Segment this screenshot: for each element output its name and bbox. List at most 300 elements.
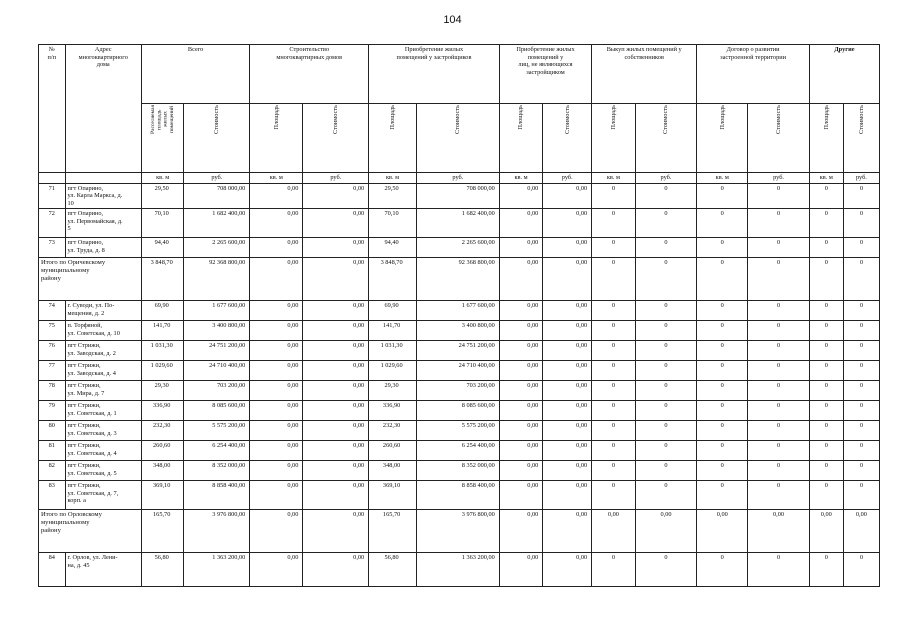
area-cell: 0,00 [499, 238, 543, 258]
cost-cell: 0 [748, 321, 810, 341]
cost-cell: 1 363 200,00 [184, 553, 250, 587]
address-cell: пгт Стрижи, ул. Советская, д. 5 [65, 461, 141, 481]
table-row [39, 321, 880, 341]
total-row [39, 510, 880, 553]
table-row [39, 461, 880, 481]
cost-cell: 0 [748, 381, 810, 401]
area-cell: 0,00 [499, 341, 543, 361]
cost-cell: 0 [748, 481, 810, 510]
cost-cell: 0,00 [303, 553, 369, 587]
cost-cell: 0,00 [303, 258, 369, 301]
unit-area: кв. м [697, 173, 748, 184]
subheader-cost: Стоимость [303, 104, 369, 173]
area-cell: 0 [592, 421, 636, 441]
area-cell: 141,70 [141, 321, 183, 341]
area-cell: 0 [809, 381, 843, 401]
area-cell: 56,80 [141, 553, 183, 587]
area-cell: 29,30 [141, 381, 183, 401]
area-cell: 0,00 [809, 510, 843, 553]
cost-cell: 0 [635, 209, 697, 238]
area-cell: 0 [809, 321, 843, 341]
cost-cell: 0 [843, 381, 879, 401]
area-cell: 348,00 [141, 461, 183, 481]
area-cell: 0 [697, 301, 748, 321]
area-cell: 0,00 [499, 441, 543, 461]
area-cell: 56,80 [369, 553, 417, 587]
table-row [39, 341, 880, 361]
table-row [39, 209, 880, 238]
cost-cell: 3 400 800,00 [416, 321, 499, 341]
subheader-area: Площадь [499, 104, 543, 173]
cost-cell: 0,00 [543, 381, 592, 401]
address-cell: пгт Стрижи, ул. Советская, д. 4 [65, 441, 141, 461]
area-cell: 0,00 [250, 510, 303, 553]
cost-cell: 0 [635, 381, 697, 401]
address-cell: п. Торфяной, ул. Советская, д. 10 [65, 321, 141, 341]
area-cell: 0 [592, 553, 636, 587]
cost-cell: 703 200,00 [416, 381, 499, 401]
cost-cell: 0 [635, 421, 697, 441]
cost-cell: 0 [635, 321, 697, 341]
area-cell: 0 [809, 401, 843, 421]
col-address-header: Адрес многоквартирного дома [65, 45, 141, 173]
area-cell: 0,00 [592, 510, 636, 553]
area-cell: 0 [809, 341, 843, 361]
cost-cell: 2 265 600,00 [184, 238, 250, 258]
cost-cell: 0 [635, 401, 697, 421]
cost-cell: 0,00 [543, 401, 592, 421]
address-cell: пгт Стрижи, ул. Советская, д. 7, корп. а [65, 481, 141, 510]
table-row [39, 401, 880, 421]
cost-cell: 0 [635, 461, 697, 481]
table-row [39, 301, 880, 321]
area-cell: 0,00 [250, 401, 303, 421]
cost-cell: 8 352 000,00 [184, 461, 250, 481]
area-cell: 0,00 [250, 381, 303, 401]
area-cell: 0,00 [499, 510, 543, 553]
subheader-cost: Стоимость [635, 104, 697, 173]
area-cell: 0 [592, 401, 636, 421]
cost-cell: 0,00 [543, 209, 592, 238]
unit-cost: руб. [303, 173, 369, 184]
cost-cell: 708 000,00 [416, 183, 499, 209]
area-cell: 0 [697, 258, 748, 301]
area-cell: 0 [809, 421, 843, 441]
cost-cell: 0 [748, 183, 810, 209]
area-cell: 1 031,30 [369, 341, 417, 361]
cost-cell: 0 [748, 553, 810, 587]
row-number: 73 [39, 238, 66, 258]
area-cell: 0,00 [697, 510, 748, 553]
area-cell: 0,00 [499, 361, 543, 381]
area-cell: 165,70 [369, 510, 417, 553]
table-row [39, 441, 880, 461]
cost-cell: 0 [843, 441, 879, 461]
cost-cell: 0,00 [543, 421, 592, 441]
address-cell: пгт Опарино, ул. Карла Маркса, д. 10 [65, 183, 141, 209]
cost-cell: 0 [748, 341, 810, 361]
row-number: 80 [39, 421, 66, 441]
page-number: 104 [443, 14, 462, 26]
unit-area: кв. м [809, 173, 843, 184]
area-cell: 0,00 [250, 361, 303, 381]
cost-cell: 1 682 400,00 [184, 209, 250, 238]
area-cell: 0,00 [250, 481, 303, 510]
cost-cell: 0 [748, 361, 810, 381]
table-row [39, 238, 880, 258]
area-cell: 0 [809, 183, 843, 209]
cost-cell: 0,00 [543, 238, 592, 258]
area-cell: 0 [592, 321, 636, 341]
unit-area: кв. м [369, 173, 417, 184]
cost-cell: 0,00 [543, 301, 592, 321]
area-cell: 0,00 [499, 421, 543, 441]
cost-cell: 3 976 800,00 [416, 510, 499, 553]
area-cell: 0 [592, 258, 636, 301]
cost-cell: 0 [843, 258, 879, 301]
subheader-area: Площадь [369, 104, 417, 173]
area-cell: 0 [592, 461, 636, 481]
cost-cell: 0,00 [635, 510, 697, 553]
area-cell: 3 848,70 [141, 258, 183, 301]
cost-cell: 0 [635, 183, 697, 209]
address-cell: г. Суводи, ул. По- мещения, д. 2 [65, 301, 141, 321]
row-number: 81 [39, 441, 66, 461]
cost-cell: 1 682 400,00 [416, 209, 499, 238]
cost-cell: 6 254 400,00 [184, 441, 250, 461]
area-cell: 348,00 [369, 461, 417, 481]
cost-cell: 0,00 [543, 341, 592, 361]
row-number: 84 [39, 553, 66, 587]
area-cell: 0 [809, 301, 843, 321]
area-cell: 1 029,60 [369, 361, 417, 381]
row-number: 82 [39, 461, 66, 481]
group-developer-purchase-header: Приобретение жилых помещений у застройщиков [369, 45, 500, 104]
area-cell: 0 [592, 361, 636, 381]
cost-cell: 0,00 [303, 321, 369, 341]
cost-cell: 0 [635, 361, 697, 381]
subheader-cost: Стоимость [843, 104, 879, 173]
subheader-label: Расселяемая площадь жилых помещений [150, 105, 176, 135]
cost-cell: 0 [635, 441, 697, 461]
cost-cell: 5 575 200,00 [416, 421, 499, 441]
area-cell: 0,00 [499, 481, 543, 510]
cost-cell: 0 [843, 321, 879, 341]
cost-cell: 24 751 200,00 [416, 341, 499, 361]
cost-cell: 0,00 [303, 301, 369, 321]
cost-cell: 0 [748, 421, 810, 441]
area-cell: 0 [697, 553, 748, 587]
area-cell: 0 [697, 461, 748, 481]
cost-cell: 0,00 [843, 510, 879, 553]
area-cell: 0 [592, 183, 636, 209]
cost-cell: 0,00 [543, 510, 592, 553]
address-cell: пгт Стрижи, ул. Советская, д. 1 [65, 401, 141, 421]
cost-cell: 0 [748, 238, 810, 258]
cost-cell: 8 352 000,00 [416, 461, 499, 481]
address-cell: пгт Стрижи, ул. Заводская, д. 4 [65, 361, 141, 381]
total-row [39, 258, 880, 301]
area-cell: 94,40 [141, 238, 183, 258]
cost-cell: 0,00 [303, 401, 369, 421]
address-cell: г. Орлов, ул. Лени- на, д. 45 [65, 553, 141, 587]
cost-cell: 8 085 600,00 [184, 401, 250, 421]
cost-cell: 0,00 [303, 209, 369, 238]
row-number: 71 [39, 183, 66, 209]
cost-cell: 0,00 [543, 321, 592, 341]
cost-cell: 0,00 [543, 183, 592, 209]
cost-cell: 0 [843, 301, 879, 321]
subheader-area: Площадь [809, 104, 843, 173]
unit-area: кв. м [141, 173, 183, 184]
subheader-cost: Стоимость [543, 104, 592, 173]
area-cell: 369,10 [369, 481, 417, 510]
area-cell: 1 029,60 [141, 361, 183, 381]
address-cell: пгт Опарино, ул. Труда, д. 8 [65, 238, 141, 258]
area-cell: 165,70 [141, 510, 183, 553]
area-cell: 0,00 [250, 461, 303, 481]
cost-cell: 0,00 [303, 381, 369, 401]
area-cell: 0,00 [499, 461, 543, 481]
address-cell: пгт Стрижи, ул. Советская, д. 3 [65, 421, 141, 441]
cost-cell: 0 [748, 301, 810, 321]
area-cell: 0 [592, 301, 636, 321]
table-row [39, 381, 880, 401]
subheader-cost: Стоимость [184, 104, 250, 173]
cost-cell: 0,00 [303, 183, 369, 209]
area-cell: 0 [592, 481, 636, 510]
area-cell: 0,00 [250, 258, 303, 301]
area-cell: 0 [809, 361, 843, 381]
cost-cell: 0 [635, 481, 697, 510]
area-cell: 69,90 [141, 301, 183, 321]
area-cell: 0,00 [250, 553, 303, 587]
area-cell: 232,30 [369, 421, 417, 441]
cost-cell: 0 [843, 209, 879, 238]
area-cell: 0,00 [250, 441, 303, 461]
cost-cell: 24 710 400,00 [184, 361, 250, 381]
area-cell: 29,50 [141, 183, 183, 209]
cost-cell: 6 254 400,00 [416, 441, 499, 461]
area-cell: 0 [809, 258, 843, 301]
area-cell: 0 [697, 183, 748, 209]
cost-cell: 0 [843, 238, 879, 258]
area-cell: 70,10 [369, 209, 417, 238]
cost-cell: 703 200,00 [184, 381, 250, 401]
area-cell: 0 [809, 461, 843, 481]
area-cell: 0 [697, 209, 748, 238]
subheader-resettled-area [141, 104, 183, 173]
group-buyout-header: Выкуп жилых помещений у собственников [592, 45, 697, 104]
unit-area: кв. м [250, 173, 303, 184]
area-cell: 0,00 [499, 301, 543, 321]
table-body [39, 183, 880, 587]
cost-cell: 0 [843, 401, 879, 421]
area-cell: 0 [697, 361, 748, 381]
area-cell: 336,90 [141, 401, 183, 421]
cost-cell: 0 [635, 238, 697, 258]
area-cell: 3 848,70 [369, 258, 417, 301]
area-cell: 0,00 [250, 341, 303, 361]
cost-cell: 0 [748, 258, 810, 301]
area-cell: 0 [809, 209, 843, 238]
area-cell: 0,00 [250, 238, 303, 258]
group-development-contract-header: Договор о развитии застроенной территории [697, 45, 810, 104]
area-cell: 0,00 [499, 183, 543, 209]
area-cell: 29,50 [369, 183, 417, 209]
area-cell: 0 [592, 209, 636, 238]
area-cell: 0 [592, 341, 636, 361]
area-cell: 0 [697, 441, 748, 461]
cost-cell: 0 [748, 441, 810, 461]
group-nondeveloper-purchase-header: Приобретение жилых помещений у лиц, не являющихся застройщиком [499, 45, 591, 104]
cost-cell: 0,00 [303, 361, 369, 381]
area-cell: 0,00 [250, 321, 303, 341]
cost-cell: 92 368 800,00 [416, 258, 499, 301]
area-cell: 0,00 [250, 301, 303, 321]
area-cell: 0 [697, 238, 748, 258]
area-cell: 369,10 [141, 481, 183, 510]
unit-area: кв. м [499, 173, 543, 184]
address-cell: пгт Стрижи, ул. Заводская, д. 2 [65, 341, 141, 361]
cost-cell: 0,00 [543, 441, 592, 461]
area-cell: 0 [697, 321, 748, 341]
cost-cell: 24 710 400,00 [416, 361, 499, 381]
row-number: 75 [39, 321, 66, 341]
total-label: Итого по Орловскому муниципальному району [39, 510, 142, 553]
cost-cell: 708 000,00 [184, 183, 250, 209]
area-cell: 0 [809, 238, 843, 258]
cost-cell: 0 [843, 361, 879, 381]
area-cell: 0,00 [499, 258, 543, 301]
cost-cell: 0 [843, 183, 879, 209]
unit-area: кв. м [592, 173, 636, 184]
cost-cell: 0 [635, 341, 697, 361]
cost-cell: 0,00 [543, 553, 592, 587]
cost-cell: 8 085 600,00 [416, 401, 499, 421]
area-cell: 0 [697, 401, 748, 421]
table-row [39, 361, 880, 381]
cost-cell: 1 677 600,00 [184, 301, 250, 321]
row-number: 77 [39, 361, 66, 381]
area-cell: 0 [809, 481, 843, 510]
area-cell: 0 [592, 238, 636, 258]
cost-cell: 0,00 [543, 258, 592, 301]
unit-cost: руб. [635, 173, 697, 184]
cost-cell: 0,00 [303, 421, 369, 441]
unit-cost: руб. [843, 173, 879, 184]
cost-cell: 1 363 200,00 [416, 553, 499, 587]
area-cell: 0 [697, 381, 748, 401]
subheader-area: Площадь [250, 104, 303, 173]
col-number-header: № п/п [39, 45, 66, 173]
cost-cell: 0,00 [303, 461, 369, 481]
cost-cell: 3 976 800,00 [184, 510, 250, 553]
area-cell: 0,00 [499, 321, 543, 341]
group-construction-header: Строительство многоквартирных домов [250, 45, 369, 104]
cost-cell: 0,00 [303, 341, 369, 361]
row-number: 72 [39, 209, 66, 238]
area-cell: 0 [592, 381, 636, 401]
unit-cell [65, 173, 141, 184]
area-cell: 260,60 [141, 441, 183, 461]
area-cell: 0,00 [499, 209, 543, 238]
total-label: Итого по Оричевскому муниципальному району [39, 258, 142, 301]
cost-cell: 24 751 200,00 [184, 341, 250, 361]
address-cell: пгт Стрижи, ул. Мира, д. 7 [65, 381, 141, 401]
area-cell: 70,10 [141, 209, 183, 238]
cost-cell: 0,00 [543, 361, 592, 381]
area-cell: 0,00 [250, 183, 303, 209]
table-row [39, 481, 880, 510]
area-cell: 0,00 [250, 421, 303, 441]
area-cell: 0 [697, 421, 748, 441]
subheader-area: Площадь [592, 104, 636, 173]
cost-cell: 0 [843, 341, 879, 361]
cost-cell: 92 368 800,00 [184, 258, 250, 301]
group-total-header: Всего [141, 45, 249, 104]
area-cell: 0 [697, 341, 748, 361]
cost-cell: 0,00 [303, 238, 369, 258]
cost-cell: 0 [748, 401, 810, 421]
subheader-cost: Стоимость [748, 104, 810, 173]
row-number: 76 [39, 341, 66, 361]
unit-cost: руб. [416, 173, 499, 184]
area-cell: 0,00 [499, 553, 543, 587]
unit-cost: руб. [543, 173, 592, 184]
resettlement-table [38, 44, 880, 587]
row-number: 74 [39, 301, 66, 321]
area-cell: 94,40 [369, 238, 417, 258]
table-row [39, 421, 880, 441]
area-cell: 0,00 [250, 209, 303, 238]
subheader-area: Площадь [697, 104, 748, 173]
area-cell: 29,30 [369, 381, 417, 401]
area-cell: 0 [697, 481, 748, 510]
unit-cost: руб. [184, 173, 250, 184]
area-cell: 0,00 [499, 401, 543, 421]
cost-cell: 2 265 600,00 [416, 238, 499, 258]
area-cell: 0 [809, 441, 843, 461]
cost-cell: 0,00 [303, 510, 369, 553]
unit-cost: руб. [748, 173, 810, 184]
group-other-header: Другие [809, 45, 879, 104]
cost-cell: 0 [635, 301, 697, 321]
cost-cell: 0,00 [543, 481, 592, 510]
unit-cell [39, 173, 66, 184]
cost-cell: 0,00 [303, 441, 369, 461]
cost-cell: 5 575 200,00 [184, 421, 250, 441]
cost-cell: 0 [843, 553, 879, 587]
cost-cell: 0 [635, 553, 697, 587]
subheader-cost: Стоимость [416, 104, 499, 173]
area-cell: 0,00 [499, 381, 543, 401]
address-cell: пгт Опарино, ул. Первомайская, д. 5 [65, 209, 141, 238]
row-number: 78 [39, 381, 66, 401]
row-number: 79 [39, 401, 66, 421]
cost-cell: 0 [635, 258, 697, 301]
area-cell: 0 [809, 553, 843, 587]
cost-cell: 8 858 400,00 [184, 481, 250, 510]
area-cell: 336,90 [369, 401, 417, 421]
cost-cell: 3 400 800,00 [184, 321, 250, 341]
cost-cell: 0 [843, 461, 879, 481]
table-row [39, 553, 880, 587]
cost-cell: 0 [748, 461, 810, 481]
area-cell: 141,70 [369, 321, 417, 341]
row-number: 83 [39, 481, 66, 510]
cost-cell: 0,00 [543, 461, 592, 481]
